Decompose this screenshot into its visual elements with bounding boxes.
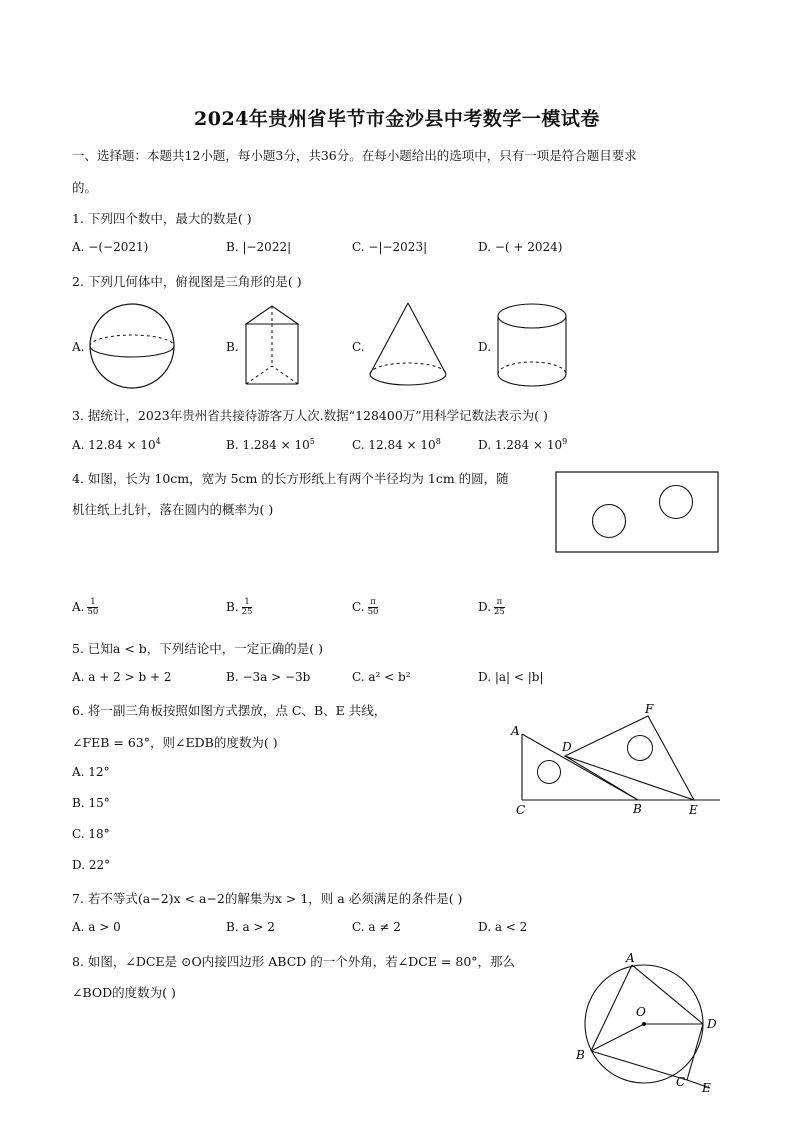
sphere-figure xyxy=(88,300,178,392)
section-instructions-line2: 的。 xyxy=(72,180,98,195)
q3-option-d: D. $1.284 \times 10^9$ xyxy=(478,437,568,452)
q8-stem-line1: 8. 如图，∠DCE是 ⊙O内接四边形 ABCD 的一个外角，若∠DCE = 80°，那么 xyxy=(72,954,516,969)
q6-stem-line1: 6. 将一副三角板按照如图方式摆放，点 C、B、E 共线， xyxy=(72,703,387,718)
label-o: O xyxy=(636,1005,646,1019)
label-e: E xyxy=(702,1081,711,1095)
q4-option-c: C. $\frac{\pi}{50}$ xyxy=(352,597,379,617)
q5-option-a: A. a + 2 > b + 2 xyxy=(72,670,172,684)
q7-option-d: D. a < 2 xyxy=(478,920,528,934)
q2-label-c: C. xyxy=(352,340,365,354)
label-d: D xyxy=(707,1017,717,1031)
q2-label-d: D. xyxy=(478,340,492,354)
q1-option-b: B. |−2022| xyxy=(226,240,292,254)
q3-stem: 3. 据统计，2023年贵州省共接待游客万人次.数据“128400万”用科学记数法表示为( ) xyxy=(72,408,548,423)
q2-label-a: A. xyxy=(72,340,85,354)
label-f: F xyxy=(645,702,654,716)
q7-option-c: C. a ≠ 2 xyxy=(352,920,401,934)
label-a: A xyxy=(511,724,520,738)
label-e: E xyxy=(689,803,698,817)
q1-stem: 1. 下列四个数中，最大的数是( ) xyxy=(72,211,252,226)
cylinder-figure xyxy=(494,300,570,392)
q4-option-d: D. $\frac{\pi}{25}$ xyxy=(478,597,505,617)
q6-option-a: A. 12° xyxy=(72,765,110,779)
q6-option-b: B. 15° xyxy=(72,796,110,810)
inscribed-quadrilateral-figure xyxy=(570,948,720,1096)
q5-option-b: B. −3a > −3b xyxy=(226,670,311,684)
q1-option-d: D. −( + 2024) xyxy=(478,240,563,254)
triangle-rulers-figure xyxy=(508,700,730,820)
cone-figure xyxy=(366,300,450,390)
label-a: A xyxy=(626,951,635,965)
q5-stem: 5. 已知a < b，下列结论中，一定正确的是( ) xyxy=(72,641,324,656)
label-c: C xyxy=(676,1075,686,1089)
q3-option-a: A. $12.84 \times 10^4$ xyxy=(72,437,161,452)
q6-option-d: D. 22° xyxy=(72,858,111,872)
section-instructions-line1: 一、选择题：本题共12小题，每小题3分，共36分。在每小题给出的选项中，只有一项是符合题目要求 xyxy=(72,148,637,163)
q4-stem-line2: 机往纸上扎针，落在圆内的概率为( ) xyxy=(72,502,274,517)
q7-option-a: A. a > 0 xyxy=(72,920,121,934)
q2-stem: 2. 下列几何体中，俯视图是三角形的是( ) xyxy=(72,274,302,289)
q2-label-b: B. xyxy=(226,340,239,354)
q4-option-a: A. $\frac{1}{50}$ xyxy=(72,597,99,617)
label-b: B xyxy=(576,1048,585,1062)
q4-option-b: B. $\frac{1}{25}$ xyxy=(226,597,253,617)
q3-option-b: B. $1.284 \times 10^5$ xyxy=(226,437,315,452)
q5-option-d: D. |a| < |b| xyxy=(478,670,544,684)
q5-option-c: C. a² < b² xyxy=(352,670,411,684)
q4-stem-line1: 4. 如图，长为 10cm，宽为 5cm 的长方形纸上有两个半径均为 1cm 的圆，随 xyxy=(72,471,509,486)
q7-option-b: B. a > 2 xyxy=(226,920,275,934)
triangular-prism-figure xyxy=(240,304,304,386)
label-b: B xyxy=(633,802,642,816)
q3-option-c: C. $12.84 \times 10^8$ xyxy=(352,437,441,452)
rectangle-circles-figure xyxy=(554,470,722,556)
label-c: C xyxy=(516,803,526,817)
q6-option-c: C. 18° xyxy=(72,827,110,841)
page-title: 2024年贵州省毕节市金沙县中考数学一模试卷 xyxy=(194,108,600,130)
label-d: D xyxy=(562,740,572,754)
q8-stem-line2: ∠BOD的度数为( ) xyxy=(72,985,176,1000)
q1-option-a: A. −(−2021) xyxy=(72,240,149,254)
q1-option-c: C. −|−2023| xyxy=(352,240,428,254)
q6-stem-line2: ∠FEB = 63°，则∠EDB的度数为( ) xyxy=(72,735,278,750)
q7-stem: 7. 若不等式(a−2)x < a−2的解集为x > 1，则 a 必须满足的条件是( ) xyxy=(72,891,463,906)
